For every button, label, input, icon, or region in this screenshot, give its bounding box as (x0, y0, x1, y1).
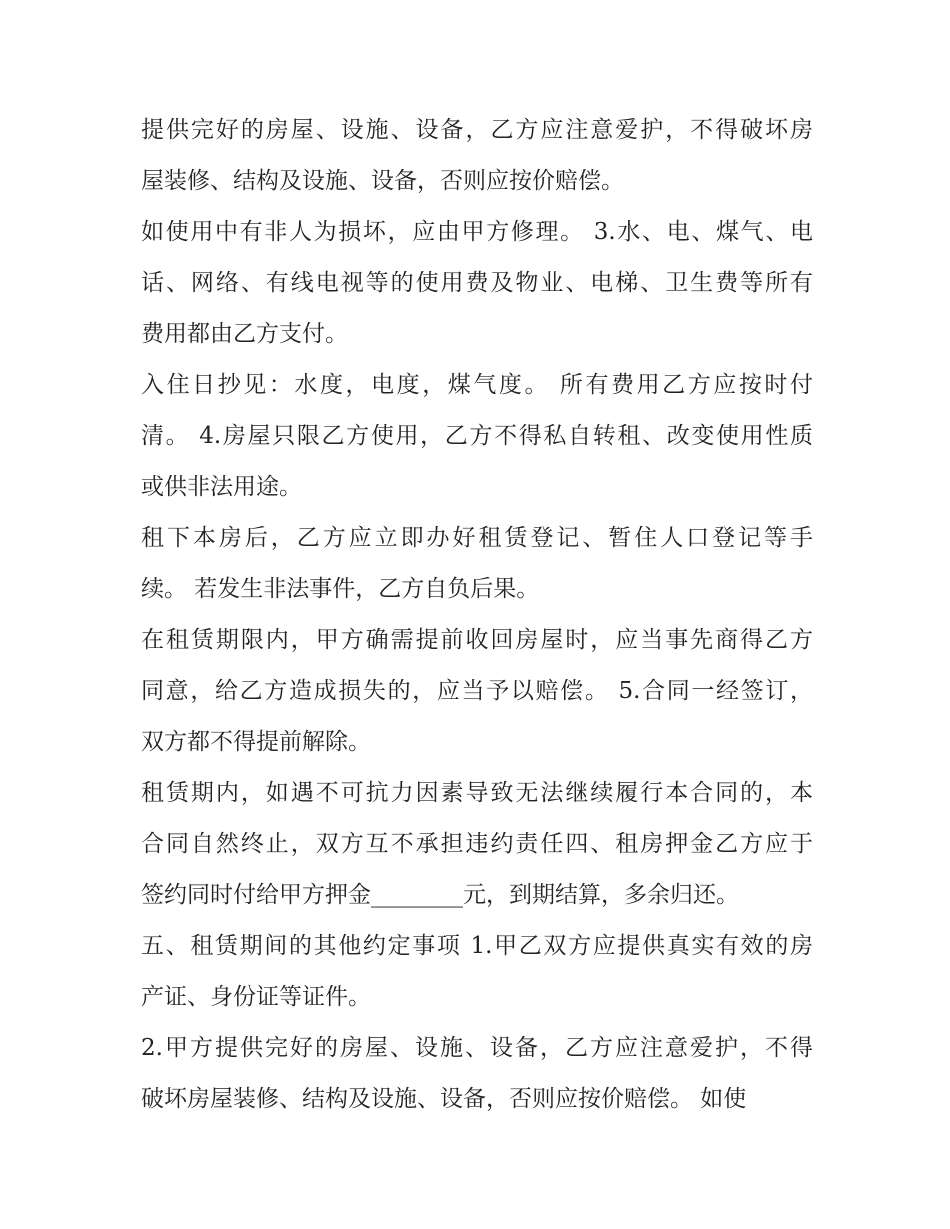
text-line: 入住日抄见：水度，电度，煤气度。 所有费用乙方应按时付 (141, 372, 813, 398)
text-line: 租赁期内，如遇不可抗力因素导致无法继续履行本合同的，本 (141, 780, 813, 806)
text-line: 产证、身份证等证件。 (141, 984, 371, 1010)
text-line: 在租赁期限内，甲方确需提前收回房屋时，应当事先商得乙方 (141, 627, 813, 653)
text-line: 签约同时付给甲方押金________元，到期结算，多余归还。 (141, 882, 739, 908)
text-line: 费用都由乙方支付。 (141, 321, 348, 347)
text-line: 五、租赁期间的其他约定事项 1.甲乙双方应提供真实有效的房 (141, 933, 813, 959)
text-line: 如使用中有非人为损坏，应由甲方修理。 3.水、电、煤气、电 (141, 219, 813, 245)
text-line: 同意，给乙方造成损失的，应当予以赔偿。 5.合同一经签订， (141, 678, 813, 704)
text-line: 2.甲方提供完好的房屋、设施、设备，乙方应注意爱护，不得 (141, 1035, 813, 1061)
text-line: 屋装修、结构及设施、设备，否则应按价赔偿。 (141, 168, 624, 194)
text-line: 话、网络、有线电视等的使用费及物业、电梯、卫生费等所有 (141, 270, 813, 296)
text-line: 提供完好的房屋、设施、设备，乙方应注意爱护，不得破坏房 (141, 117, 813, 143)
text-line: 清。 4.房屋只限乙方使用，乙方不得私自转租、改变使用性质 (141, 423, 813, 449)
text-line: 双方都不得提前解除。 (141, 729, 371, 755)
document-body (141, 105, 813, 1125)
text-line: 合同自然终止，双方互不承担违约责任四、租房押金乙方应于 (141, 831, 813, 857)
text-line: 续。 若发生非法事件，乙方自负后果。 (141, 576, 540, 602)
text-line: 或供非法用途。 (141, 474, 302, 500)
text-line: 租下本房后，乙方应立即办好租赁登记、暂住人口登记等手 (141, 525, 813, 551)
text-line: 破坏房屋装修、结构及设施、设备，否则应按价赔偿。 如使 (141, 1086, 747, 1112)
